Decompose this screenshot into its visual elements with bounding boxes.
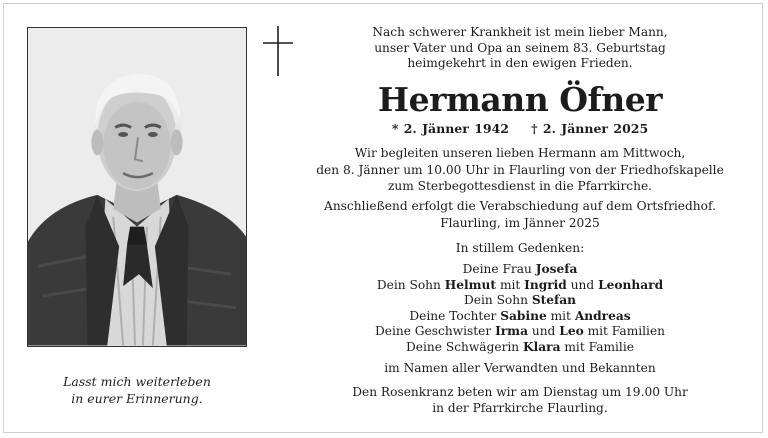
intro-text (300, 25, 740, 72)
family-line-daughter (300, 309, 740, 325)
relation-label: Dein Sohn (376, 277, 441, 292)
ceremony-text (300, 145, 740, 214)
relation-label: Deine Tochter (409, 308, 497, 323)
relative-name: Helmut (444, 277, 497, 292)
family-line-sisterinlaw (300, 340, 740, 356)
connector-text: mit Familie (564, 339, 634, 354)
life-dates (300, 121, 740, 136)
deceased-name: Hermann Öfner (377, 80, 663, 119)
connector-text: und (570, 277, 595, 292)
family-line-relatives: im Namen aller Verwandten und Bekannten (384, 360, 656, 375)
connector-text: und (531, 324, 556, 339)
intro-line: unser Vater und Opa an seinem 83. Geburtstag (374, 40, 666, 55)
birth-date: * 2. Jänner 1942 (391, 121, 509, 136)
relative-name: Stefan (531, 293, 577, 308)
connector-text: mit (499, 277, 521, 292)
rosary-text (300, 384, 740, 416)
relation-label: Deine Geschwister (374, 324, 492, 339)
relation-label: Deine Frau (462, 262, 532, 276)
ceremony-line: Wir begleiten unseren lieben Hermann am Mittwoch, (354, 146, 686, 160)
death-date: † 2. Jänner 2025 (531, 121, 649, 136)
relation-label: Deine Schwägerin (406, 339, 520, 354)
connector-text: mit (550, 308, 571, 323)
family-line-son1 (300, 278, 740, 294)
relative-name: Josefa (535, 262, 578, 276)
relative-name: Irma (495, 324, 528, 339)
ceremony-line: zum Sterbegottesdienst in die Pfarrkirche. (387, 179, 653, 193)
family-line-wife (300, 262, 740, 278)
family-line-son2 (300, 293, 740, 309)
portrait-photo (27, 27, 247, 347)
relative-name: Leonhard (598, 277, 664, 292)
relative-name: Andreas (574, 308, 631, 323)
ceremony-line: den 8. Jänner um 10.00 Uhr in Flaurling von der Friedhofskapelle (316, 162, 724, 177)
ceremony-line: Anschließend erfolgt die Verabschiedung auf dem Ortsfriedhof. (324, 198, 716, 213)
rosary-line: in der Pfarrkirche Flaurling. (432, 401, 608, 415)
relative-name: Leo (559, 324, 584, 339)
connector-text: mit Familien (587, 324, 666, 339)
relative-name: Sabine (500, 308, 547, 323)
relative-name: Ingrid (524, 277, 567, 292)
rosary-line: Den Rosenkranz beten wir am Dienstag um 19.00 Uhr (352, 385, 688, 399)
family-line-siblings (300, 324, 740, 340)
motto-line: in eurer Erinnerung. (71, 391, 203, 406)
family-list (300, 262, 740, 376)
motto (27, 373, 247, 407)
intro-line: heimgekehrt in den ewigen Frieden. (407, 56, 633, 70)
place-date: Flaurling, im Jänner 2025 (440, 216, 600, 230)
motto-line: Lasst mich weiterleben (63, 374, 211, 389)
relative-name: Klara (523, 339, 561, 354)
cross-icon (261, 26, 295, 76)
intro-line: Nach schwerer Krankheit ist mein lieber Mann, (372, 25, 668, 39)
memory-heading: In stillem Gedenken: (455, 241, 585, 255)
relation-label: Dein Sohn (463, 293, 528, 308)
